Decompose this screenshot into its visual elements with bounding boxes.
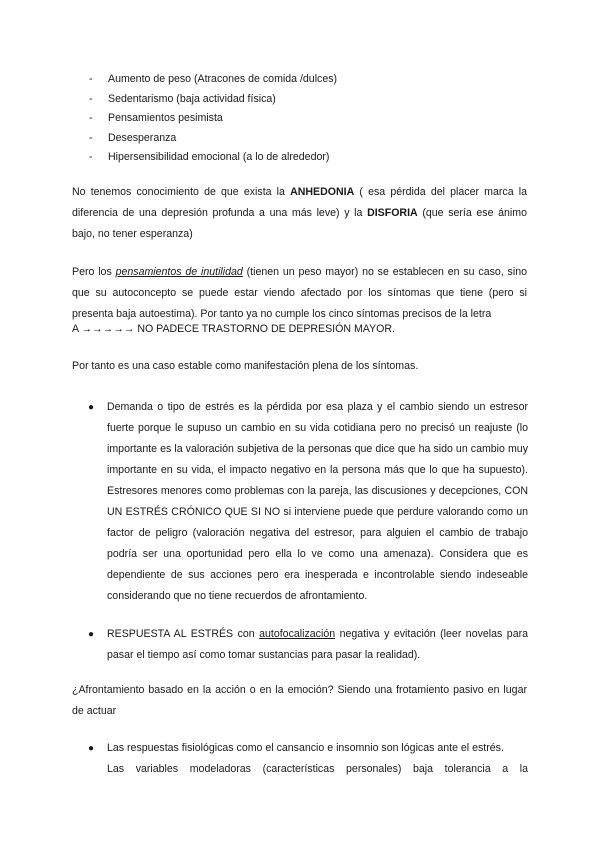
list-item-text: Sedentarismo (baja actividad física) [108, 92, 276, 105]
bullet-text: Demanda o tipo de estrés es la pérdida por esa plaza y el cambio siendo un estresor fuerte porque le supuso un cambio en su vida cotidiana pero no precisó un reajuste (lo importante es la valoración subjetiva de la personas que dice que ha sido un cambio muy importante en su vida, el impacto negativo en la persona más que lo que ha supuesto). Estresores menores como problemas con la pareja, las discusiones y decepciones, CON UN ESTRÉS CRÓNICO QUE SI NO si interviene puede que perdure valorando como un factor de peligro (valoración negativa del estresor, para alguien el cambio de trabajo podría ser una oportunidad pero ella lo ve como una amenaza). Considera que es dependiente de sus acciones pero era inesperada e incontrolable siendo indeseable considerando que no tiene recuerdos de afrontamiento. [107, 401, 528, 602]
list-item [89, 70, 529, 90]
dash-marker: - [89, 92, 93, 105]
underlined-term: autofocalización [259, 628, 336, 640]
dash-marker: - [89, 73, 93, 85]
text-line: Las respuestas fisiológicas como el cansancio e insomnio son lógicas ante el estrés. [107, 742, 504, 754]
list-item-text: Pensamientos pesimista [108, 112, 223, 124]
paragraph-afrontamiento: ¿Afrontamiento basado en la acción o en la emoción? Siendo una frotamiento pasivo en lugar de actuar [72, 684, 527, 717]
list-item [89, 109, 529, 129]
list-item-text: Hipersensibilidad emocional (a lo de alrededor) [108, 151, 330, 163]
paragraph-estable: Por tanto es una caso estable como manifestación plena de los síntomas. [72, 360, 419, 372]
text-line: Las variables modeladoras (características personales) baja tolerancia a la [107, 763, 528, 775]
text-run: RESPUESTA AL ESTRÉS con [107, 628, 260, 640]
text-run: (que sería ese ánimo bajo, no tener esperanza) [72, 207, 528, 240]
bullet-text [107, 624, 528, 666]
bold-term-disforia: DISFORIA [367, 207, 418, 219]
bold-term-anhedonia: ANHEDONIA [290, 186, 355, 198]
dash-marker: - [89, 151, 93, 163]
bullet-marker: ● [88, 629, 95, 640]
bullet-item-fisiologicas [88, 738, 528, 780]
text-run: (tienen un peso mayor) no se establecen en su caso, sino que su autoconcepto se puede estar viendo afectado por los síntomas que tiene (pero si presenta baja autoestima). Por tanto ya no cumple los cinco síntomas precisos de la letra [72, 266, 527, 320]
paragraph-inutilidad [72, 262, 527, 325]
text-run: Pero los [72, 266, 116, 278]
dash-marker: - [89, 112, 93, 124]
underlined-term: pensamientos de inutilidad [115, 266, 243, 278]
text-run: No tenemos conocimiento de que exista la [72, 186, 291, 198]
list-item [89, 129, 529, 149]
dash-marker: - [89, 131, 93, 144]
bullet-item-respuesta [88, 624, 528, 666]
list-item-text: Desesperanza [108, 131, 177, 144]
symptom-list [89, 70, 529, 168]
diagnosis-line: A →→→→→ NO PADECE TRASTORNO DE DEPRESIÓN MAYOR. [72, 323, 395, 335]
paragraph-anhedonia [72, 182, 527, 245]
list-item [89, 148, 529, 168]
list-item-text: Aumento de peso (Atracones de comida /dulces) [108, 73, 338, 85]
bullet-item-estres [88, 397, 528, 607]
text-run: ( esa pérdida del placer marca la diferencia de una depresión profunda a una más leve) y la [72, 186, 527, 219]
bullet-text [107, 738, 528, 780]
bullet-marker: ● [88, 743, 95, 754]
bullet-marker: ● [88, 402, 95, 413]
list-item [89, 90, 529, 110]
text-run: negativa y evitación (leer novelas para pasar el tiempo así como tomar sustancias para pasar la realidad). [107, 628, 528, 661]
